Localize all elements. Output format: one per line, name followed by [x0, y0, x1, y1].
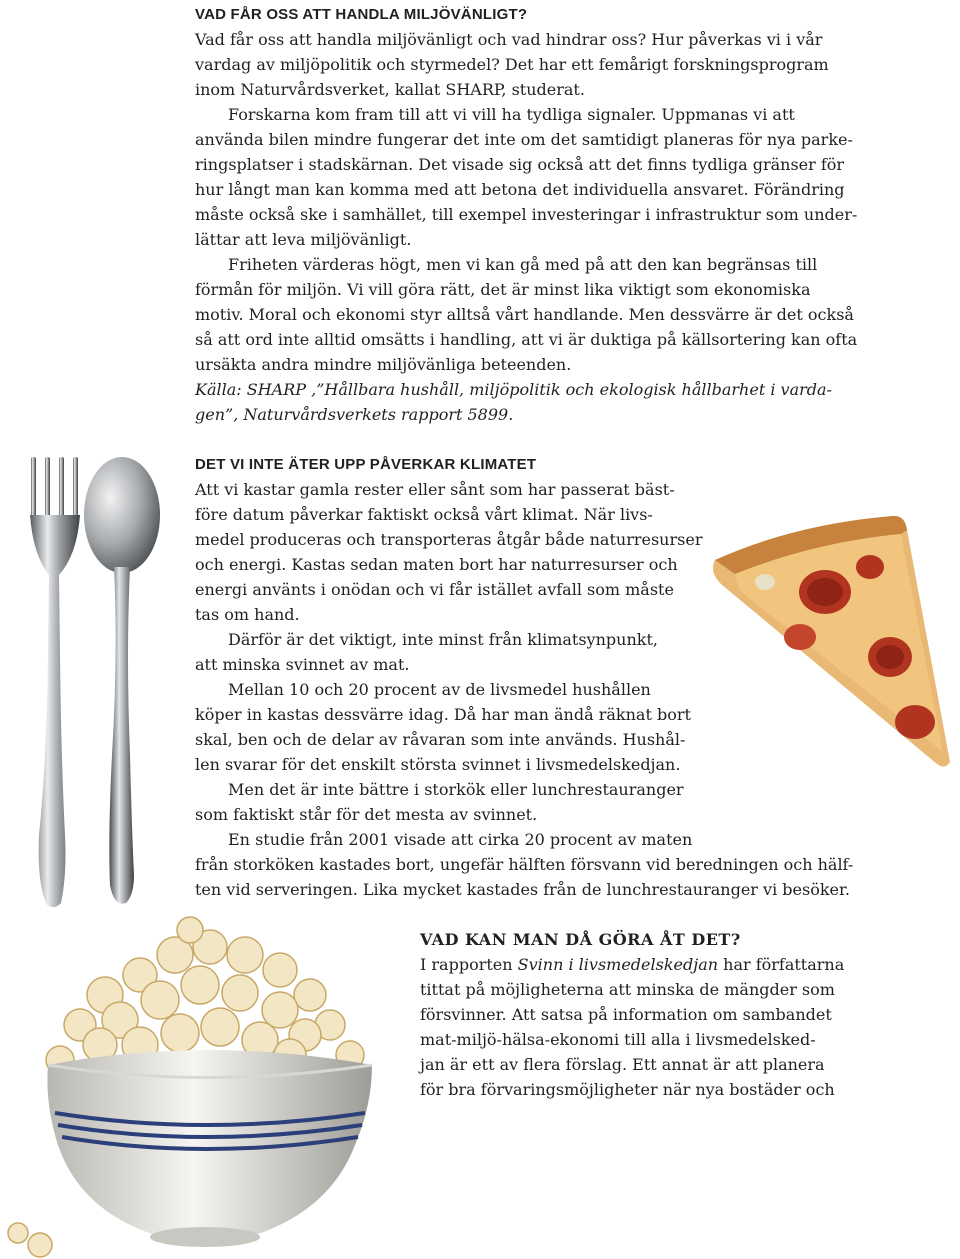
paragraph-line: ursäkta andra mindre miljövänliga beteenden.	[195, 355, 572, 374]
paragraph-line: Forskarna kom fram till att vi vill ha tydliga signaler. Uppmanas vi att	[228, 105, 795, 124]
paragraph-line: som faktiskt står för det mesta av svinnet.	[195, 805, 538, 824]
source-line: Källa: SHARP ,”Hållbara hushåll, miljöpolitik och ekologisk hållbarhet i varda-	[195, 380, 832, 399]
report-title: Svinn i livsmedelskedjan	[517, 955, 719, 974]
heading-shopping: VAD FÅR OSS ATT HANDLA MILJÖVÄNLIGT?	[195, 6, 528, 23]
pizza-slice-icon	[705, 512, 955, 774]
paragraph-line: inom Naturvårdsverket, kallat SHARP, studerat.	[195, 80, 585, 99]
paragraph-line: energi använts i onödan och vi får istället avfall som måste	[195, 580, 674, 599]
spoon-icon	[80, 455, 165, 910]
paragraph-line: En studie från 2001 visade att cirka 20 procent av maten	[228, 830, 693, 849]
paragraph-line: använda bilen mindre fungerar det inte om det samtidigt planeras för nya parke-	[195, 130, 853, 149]
paragraph-line: hur långt man kan komma med att betona det individuella ansvaret. Förändring	[195, 180, 845, 199]
paragraph-line: att minska svinnet av mat.	[195, 655, 410, 674]
paragraph-line: medel produceras och transporteras åtgår både naturresurser	[195, 530, 703, 549]
paragraph-line: vardag av miljöpolitik och styrmedel? Det har ett femårigt forskningsprogram	[195, 55, 829, 74]
paragraph-line: Men det är inte bättre i storkök eller lunchrestauranger	[228, 780, 684, 799]
paragraph-line: Att vi kastar gamla rester eller sånt som har passerat bäst-	[195, 480, 675, 499]
paragraph-line: tittat på möjligheterna att minska de mängder som	[420, 980, 835, 999]
paragraph-line: förmån för miljön. Vi vill göra rätt, det är minst lika viktigt som ekonomiska	[195, 280, 811, 299]
paragraph-line: och energi. Kastas sedan maten bort har naturresurser och	[195, 555, 678, 574]
section-what-to-do	[420, 927, 845, 1102]
paragraph-line: försvinner. Att satsa på information om sambandet	[420, 1005, 832, 1024]
text-run: har författarna	[718, 955, 845, 974]
paragraph-line: för bra förvaringsmöjligheter när nya bostäder och	[420, 1080, 835, 1099]
paragraph-line: från storköken kastades bort, ungefär hälften försvann vid beredningen och hälf-	[195, 855, 854, 874]
paragraph-line: Mellan 10 och 20 procent av de livsmedel hushållen	[228, 680, 651, 699]
paragraph-line: lättar att leva miljövänligt.	[195, 230, 412, 249]
paragraph-line: måste också ske i samhället, till exempel investeringar i infrastruktur som under-	[195, 205, 858, 224]
heading-climate: DET VI INTE ÄTER UPP PÅVERKAR KLIMATET	[195, 456, 537, 473]
paragraph-line: före datum påverkar faktiskt också vårt klimat. När livs-	[195, 505, 653, 524]
source-line: gen”, Naturvårdsverkets rapport 5899.	[195, 405, 514, 424]
paragraph-line: len svarar för det enskilt största svinnet i livsmedelskedjan.	[195, 755, 681, 774]
paragraph-line: tas om hand.	[195, 605, 300, 624]
paragraph-line: mat-miljö-hälsa-ekonomi till alla i livsmedelsked-	[420, 1030, 816, 1049]
paragraph-line: så att ord inte alltid omsätts i handling, att vi är duktiga på källsortering kan ofta	[195, 330, 858, 349]
fork-icon	[25, 455, 85, 910]
paragraph-line: skal, ben och de delar av råvaran som inte används. Hushål-	[195, 730, 686, 749]
text-run: I rapporten	[420, 955, 518, 974]
section-shopping	[195, 2, 858, 427]
paragraph-line: köper in kastas dessvärre idag. Då har man ändå räknat bort	[195, 705, 691, 724]
paragraph-line: ten vid serveringen. Lika mycket kastades från de lunchrestauranger vi besöker.	[195, 880, 850, 899]
paragraph-line: jan är ett av flera förslag. Ett annat är att planera	[420, 1055, 825, 1074]
paragraph-line: Därför är det viktigt, inte minst från klimatsynpunkt,	[228, 630, 658, 649]
popcorn-bowl-icon	[0, 915, 410, 1259]
paragraph-line: Friheten värderas högt, men vi kan gå med på att den kan begränsas till	[228, 255, 818, 274]
heading-what-to-do: VAD KAN MAN DÅ GÖRA ÅT DET?	[420, 930, 741, 949]
paragraph-line: ringsplatser i stadskärnan. Det visade sig också att det finns tydliga gränser för	[195, 155, 845, 174]
paragraph-line: motiv. Moral och ekonomi styr alltså vårt handlande. Men dessvärre är det också	[195, 305, 854, 324]
paragraph-line: Vad får oss att handla miljövänligt och vad hindrar oss? Hur påverkas vi i vår	[195, 30, 823, 49]
paragraph-line	[420, 952, 845, 977]
